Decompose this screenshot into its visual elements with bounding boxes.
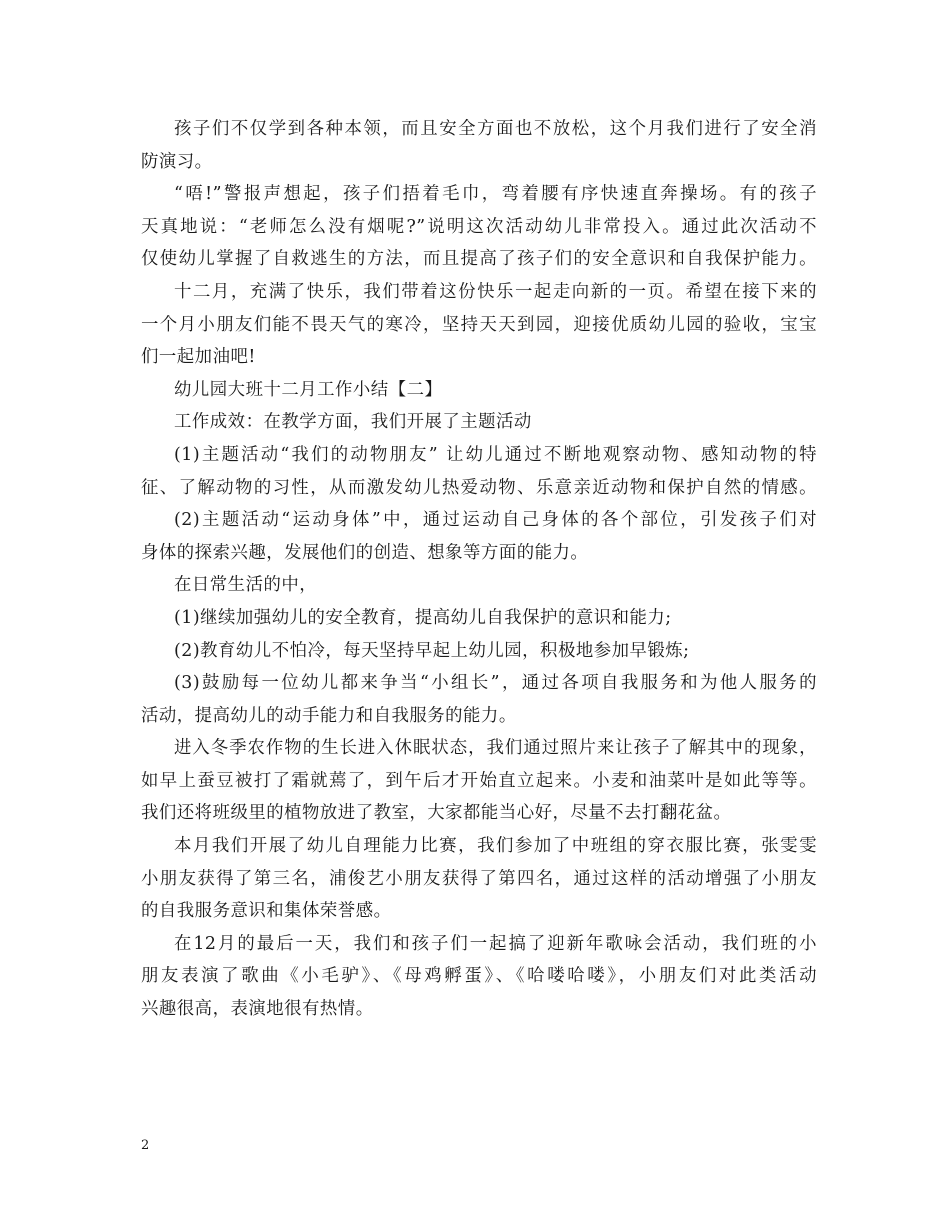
text-line: (1)继续加强幼儿的安全教育，提高幼儿自我保护的意识和能力;	[174, 607, 672, 628]
text-line: 兴趣很高，表演地很有热情。	[141, 999, 374, 1020]
text-line: (2)主题活动“运动身体”中，通过运动自己身体的各个部位，引发孩子们对	[174, 510, 817, 531]
text-line: 仅使幼儿掌握了自救逃生的方法，而且提高了孩子们的安全意识和自我保护能力。	[141, 249, 817, 270]
text-line: (1)主题活动“我们的动物朋友” 让幼儿通过不断地观察动物、感知动物的特	[174, 444, 817, 465]
text-line: 本月我们开展了幼儿自理能力比赛，我们参加了中班组的穿衣服比赛，张雯雯	[174, 836, 817, 857]
text-line: 工作成效：在教学方面，我们开展了主题活动	[174, 412, 532, 433]
text-line: 孩子们不仅学到各种本领，而且安全方面也不放松，这个月我们进行了安全消	[174, 119, 817, 139]
page-number: 2	[141, 1138, 150, 1153]
text-line: 一个月小朋友们能不畏天气的寒冷，坚持天天到园，迎接优质幼儿园的验收，宝宝	[141, 314, 817, 335]
text-line: (3)鼓励每一位幼儿都来争当“小组长”，通过各项自我服务和为他人服务的	[174, 673, 817, 694]
text-line: (2)教育幼儿不怕冷，每天坚持早起上幼儿园，积极地参加早锻炼;	[174, 640, 690, 661]
text-line: 征、了解动物的习性，从而激发幼儿热爱动物、乐意亲近动物和保护自然的情感。	[141, 477, 817, 498]
text-line: 身体的探索兴趣，发展他们的创造、想象等方面的能力。	[141, 542, 589, 563]
text-line: 在12月的最后一天，我们和孩子们一起搞了迎新年歌咏会活动，我们班的小	[174, 933, 817, 954]
text-line: 防演习。	[141, 151, 213, 172]
text-line: 十二月，充满了快乐，我们带着这份快乐一起走向新的一页。希望在接下来的	[174, 281, 817, 302]
text-line: “唔!”警报声想起，孩子们捂着毛巾，弯着腰有序快速直奔操场。有的孩子	[174, 184, 817, 205]
text-line: 在日常生活的中，	[174, 575, 318, 596]
document-body	[141, 113, 817, 1026]
text-line: 朋友表演了歌曲《小毛驴》、《母鸡孵蛋》、《哈喽哈喽》，小朋友们对此类活动	[141, 966, 817, 987]
text-line: 的自我服务意识和集体荣誉感。	[141, 901, 392, 922]
text-line: 我们还将班级里的植物放进了教室，大家都能当心好，尽量不去打翻花盆。	[141, 803, 732, 824]
text-line: 们一起加油吧!	[141, 347, 256, 368]
text-line: 进入冬季农作物的生长进入休眠状态，我们通过照片来让孩子了解其中的现象，	[174, 738, 817, 759]
text-line: 小朋友获得了第三名，浦俊艺小朋友获得了第四名，通过这样的活动增强了小朋友	[141, 868, 817, 889]
text-line: 如早上蚕豆被打了霜就蔫了，到午后才开始直立起来。小麦和油菜叶是如此等等。	[141, 770, 817, 791]
text-line: 幼儿园大班十二月工作小结【二】	[174, 379, 443, 400]
text-line: 天真地说：“老师怎么没有烟呢?”说明这次活动幼儿非常投入。通过此次活动不	[141, 216, 817, 237]
text-line: 活动，提高幼儿的动手能力和自我服务的能力。	[141, 705, 517, 726]
